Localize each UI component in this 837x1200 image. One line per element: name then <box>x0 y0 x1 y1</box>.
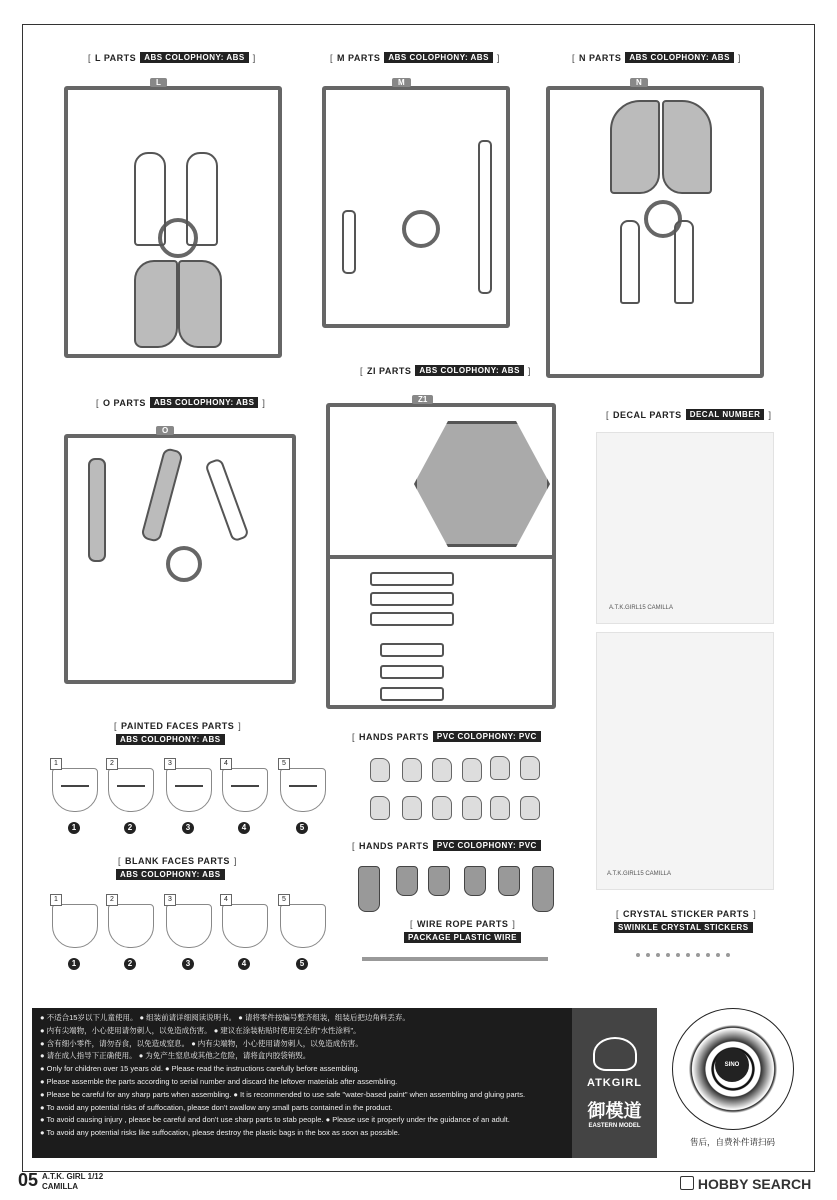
face-number-badge: 2 <box>124 958 136 970</box>
qr-caption: 售后，自费补件请扫码 <box>690 1137 776 1147</box>
brand-emblem-icon <box>593 1037 637 1071</box>
sprue-part <box>610 100 660 194</box>
painted-faces-badge-text: ABS COLOPHONY: ABS <box>116 734 225 745</box>
sprue-part <box>204 457 250 542</box>
sprue-part <box>140 447 184 543</box>
gauntlet-part <box>396 866 418 896</box>
sprue-divider <box>330 555 552 559</box>
sprue-part <box>478 140 492 294</box>
zi-parts-badge: ABS COLOPHONY: ABS <box>415 365 524 376</box>
hand-part <box>432 758 452 782</box>
decal-caption: A.T.K.GIRL15 CAMILLA <box>609 605 674 611</box>
sprue-part <box>380 643 444 657</box>
face-index-label: 5 <box>278 894 290 906</box>
face-index-label: 1 <box>50 894 62 906</box>
hands-parts-header-2: [ HANDS PARTS PVC COLOPHONY: PVC <box>352 840 541 851</box>
face-eyes <box>61 785 89 793</box>
hand-part <box>370 796 390 820</box>
painted-face-part <box>222 768 268 812</box>
painted-faces-badge <box>116 734 225 745</box>
hands-badge-1: PVC COLOPHONY: PVC <box>433 731 541 742</box>
zi-sprue-frame <box>326 395 556 709</box>
m-parts-title: M PARTS <box>337 52 381 63</box>
n-parts-title: N PARTS <box>579 52 622 63</box>
face-eyes <box>231 785 259 793</box>
crystal-sticker <box>676 953 680 957</box>
face-index-label: 1 <box>50 758 62 770</box>
hand-part <box>402 758 422 782</box>
face-index-label: 4 <box>220 758 232 770</box>
blank-faces-badge <box>116 869 225 880</box>
crystal-sticker-badge-text: SWINKLE CRYSTAL STICKERS <box>614 922 753 933</box>
l-sprue-frame <box>64 78 282 358</box>
hands-badge-2: PVC COLOPHONY: PVC <box>433 840 541 851</box>
sprue-part <box>134 152 166 246</box>
watermark-text: HOBBY SEARCH <box>697 1176 812 1192</box>
sprue-part <box>370 572 454 586</box>
painted-face-part <box>108 768 154 812</box>
wire-rope-badge-text: PACKAGE PLASTIC WIRE <box>404 932 521 943</box>
sprue-part <box>380 687 444 701</box>
zi-parts-title: ZI PARTS <box>367 365 412 376</box>
hobby-search-icon <box>680 1176 694 1190</box>
hand-part <box>462 796 482 820</box>
m-sprue-frame <box>322 78 510 328</box>
blank-face-part <box>166 904 212 948</box>
face-index-label: 5 <box>278 758 290 770</box>
wire-rope-part <box>362 957 548 961</box>
crystal-sticker <box>656 953 660 957</box>
hand-part <box>370 758 390 782</box>
n-sprue-frame <box>546 78 764 378</box>
safety-warnings-panel <box>32 1008 657 1158</box>
face-eyes <box>117 785 145 793</box>
warning-line: ● 请在成人指导下正确使用。 ● 为免产生窒息或其他之危险，请将盒内胶袋销毁。 <box>40 1051 311 1061</box>
wire-rope-badge <box>404 932 521 943</box>
watermark <box>680 1176 811 1192</box>
warning-line: ● To avoid any potential risks of suffocation, please don't swallow any small parts contained in the product. <box>40 1102 393 1112</box>
hand-part <box>520 796 540 820</box>
crystal-sticker <box>646 953 650 957</box>
sprue-part <box>88 458 106 562</box>
zi-sprue-tag: Z1 <box>412 395 433 404</box>
warning-line: ● To avoid causing injury , please be careful and don't use sharp parts to stab people. ● Please use it properly under the guidance of an adult. <box>40 1115 510 1125</box>
face-number-badge: 1 <box>68 958 80 970</box>
brand-logo-panel <box>572 1008 657 1158</box>
face-index-label: 3 <box>164 894 176 906</box>
face-number-badge: 3 <box>182 958 194 970</box>
warning-line: ● Please be careful for any sharp parts when assembling. ● It is recommended to use safe "water-based paint" when assembling and gluing parts. <box>40 1089 526 1099</box>
blank-faces-title-text: BLANK FACES PARTS <box>125 856 230 866</box>
gauntlet-part <box>532 866 554 912</box>
o-sprue-frame <box>64 426 296 684</box>
painted-faces-title-text: PAINTED FACES PARTS <box>121 721 235 731</box>
face-index-label: 2 <box>106 758 118 770</box>
brand-name: ATKGIRL <box>586 1077 643 1089</box>
l-parts-header: [ L PARTS ABS COLOPHONY: ABS ] <box>88 52 256 63</box>
footer-title: A.T.K. GIRL 1/12 <box>42 1172 104 1181</box>
n-parts-badge: ABS COLOPHONY: ABS <box>625 52 734 63</box>
sprue-part <box>380 665 444 679</box>
o-sprue-tag: O <box>156 426 174 435</box>
sprue-part <box>134 260 178 348</box>
page-number: 05 <box>18 1170 39 1190</box>
hand-part <box>490 796 510 820</box>
gauntlet-part <box>358 866 380 912</box>
hand-part <box>462 758 482 782</box>
n-sprue-tag: N <box>630 78 648 87</box>
crystal-sticker <box>666 953 670 957</box>
m-parts-badge: ABS COLOPHONY: ABS <box>384 52 493 63</box>
blank-face-part <box>108 904 154 948</box>
crystal-sticker <box>726 953 730 957</box>
painted-face-part <box>166 768 212 812</box>
footer-subtitle: CAMILLA <box>42 1182 78 1191</box>
display-base-part <box>414 421 550 547</box>
eye-decal-caption: A.T.K.GIRL15 CAMILLA <box>607 871 672 877</box>
crystal-sticker <box>696 953 700 957</box>
face-number-badge: 5 <box>296 822 308 834</box>
crystal-sticker <box>636 953 640 957</box>
crystal-sticker <box>706 953 710 957</box>
hand-part <box>432 796 452 820</box>
face-number-badge: 3 <box>182 822 194 834</box>
painted-face-part <box>52 768 98 812</box>
o-parts-badge: ABS COLOPHONY: ABS <box>150 397 259 408</box>
face-index-label: 3 <box>164 758 176 770</box>
sprue-part <box>620 220 640 304</box>
face-number-badge: 4 <box>238 958 250 970</box>
wire-rope-title: [ WIRE ROPE PARTS ] <box>410 919 516 929</box>
blank-face-part <box>280 904 326 948</box>
l-sprue-tag: L <box>150 78 167 87</box>
sprue-part <box>662 100 712 194</box>
face-number-badge: 4 <box>238 822 250 834</box>
painted-face-part <box>280 768 326 812</box>
hands-title-1: HANDS PARTS <box>359 731 429 742</box>
painted-faces-title: [ PAINTED FACES PARTS ] <box>114 721 242 731</box>
warning-line: ● Please assemble the parts according to serial number and discard the leftover materials after assembling. <box>40 1076 398 1086</box>
gauntlet-part <box>498 866 520 896</box>
crystal-sticker-title: [ CRYSTAL STICKER PARTS ] <box>616 909 757 919</box>
blank-faces-badge-text: ABS COLOPHONY: ABS <box>116 869 225 880</box>
l-parts-title: L PARTS <box>95 52 137 63</box>
warning-line: ● 内有尖端物，小心使用请勿刺人，以免造成伤害。 ● 建议在涂装粘贴时使用安全的"水性涂料"。 <box>40 1025 361 1035</box>
decal-parts-badge: DECAL NUMBER <box>686 409 765 420</box>
face-eyes <box>289 785 317 793</box>
face-number-badge: 5 <box>296 958 308 970</box>
blank-face-part <box>52 904 98 948</box>
gauntlet-part <box>464 866 486 896</box>
blank-faces-title: [ BLANK FACES PARTS ] <box>118 856 237 866</box>
brand-sub-en: EASTERN MODEL <box>588 1123 641 1129</box>
decal-parts-header: [ DECAL PARTS DECAL NUMBER ] <box>606 409 772 420</box>
warning-line: ● 不适合15岁以下儿童使用。 ● 组装前请详细阅读说明书。 ● 请将零件按编号整齐组装，组装后把边角料丢弃。 <box>40 1013 410 1022</box>
crystal-sticker-title-text: CRYSTAL STICKER PARTS <box>623 909 750 919</box>
warning-line: ● 含有细小零件，请勿吞食，以免造成窒息。 ● 内有尖端物，小心使用请勿刺人，以免造成伤害。 <box>40 1038 363 1048</box>
hand-part <box>402 796 422 820</box>
crystal-sticker-badge <box>614 922 753 933</box>
face-index-label: 4 <box>220 894 232 906</box>
face-number-badge: 1 <box>68 822 80 834</box>
n-parts-header: [ N PARTS ABS COLOPHONY: ABS ] <box>572 52 741 63</box>
blank-face-part <box>222 904 268 948</box>
l-parts-badge: ABS COLOPHONY: ABS <box>140 52 249 63</box>
sprue-part <box>342 210 356 274</box>
warning-line: ● To avoid any potential risks like suffocation, please destroy the plastic bags in the box as soon as possible. <box>40 1128 400 1138</box>
face-eyes <box>175 785 203 793</box>
crystal-sticker <box>716 953 720 957</box>
decal-sheet <box>596 432 774 624</box>
brand-sub: 御模道 <box>587 1101 642 1122</box>
sprue-hub <box>402 210 440 248</box>
sprue-part <box>370 592 454 606</box>
hand-part <box>520 756 540 780</box>
face-index-label: 2 <box>106 894 118 906</box>
warning-line: ● Only for children over 15 years old. ● Please read the instructions carefully before assembling. <box>40 1064 360 1074</box>
face-number-badge: 2 <box>124 822 136 834</box>
qr-center-logo: SINO <box>715 1048 749 1082</box>
sprue-part <box>178 260 222 348</box>
wire-rope-title-text: WIRE ROPE PARTS <box>417 919 509 929</box>
hands-parts-header-1: [ HANDS PARTS PVC COLOPHONY: PVC <box>352 731 541 742</box>
m-sprue-tag: M <box>392 78 411 87</box>
o-parts-header: [ O PARTS ABS COLOPHONY: ABS ] <box>96 397 266 408</box>
m-parts-header: [ M PARTS ABS COLOPHONY: ABS ] <box>330 52 500 63</box>
gauntlet-part <box>428 866 450 896</box>
zi-parts-header: [ ZI PARTS ABS COLOPHONY: ABS ] <box>360 365 531 376</box>
hands-title-2: HANDS PARTS <box>359 840 429 851</box>
sprue-part <box>186 152 218 246</box>
crystal-sticker <box>686 953 690 957</box>
o-parts-title: O PARTS <box>103 397 146 408</box>
sprue-hub <box>166 546 202 582</box>
eye-decal-sheet <box>596 632 774 890</box>
sprue-part <box>674 220 694 304</box>
decal-parts-title: DECAL PARTS <box>613 409 682 420</box>
sprue-part <box>370 612 454 626</box>
hand-part <box>490 756 510 780</box>
